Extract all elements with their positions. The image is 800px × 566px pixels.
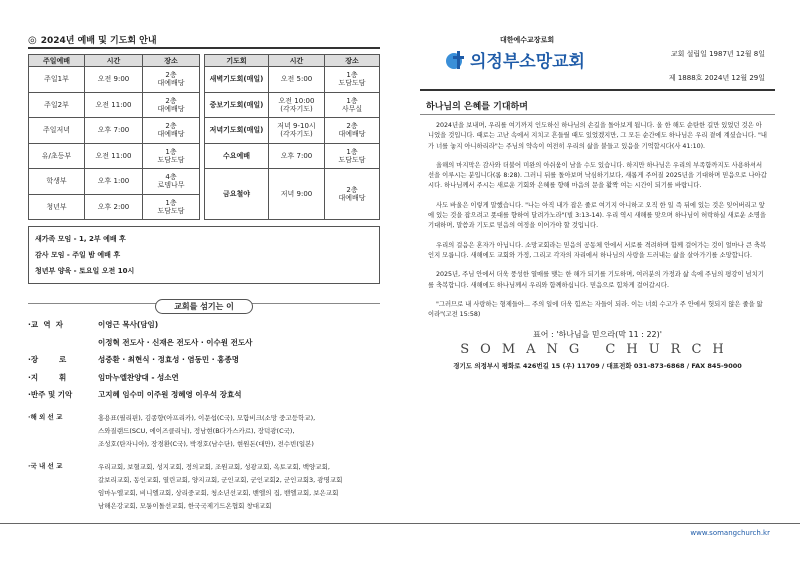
table-header: 장소: [143, 55, 200, 67]
prayer-table: [204, 54, 380, 220]
table-header: 주일예배: [29, 55, 85, 67]
missions: [28, 412, 380, 513]
church-english-name: SOMANG CHURCH: [460, 342, 735, 358]
church-motto: 표어 : '하나님을 믿으라(막 11 : 22)': [533, 330, 662, 340]
list-item: ·반주 및 기악 고지혜 임수미 이주원 정혜영 이우석 장효석: [28, 390, 242, 400]
table-row: 주일2부 오전 11:00 2층 대예배당: [29, 92, 200, 118]
table-row: 중보기도회(매일) 오전 10:00 (각자기도) 1층 사무실: [205, 92, 380, 118]
article-body: [420, 115, 775, 320]
list-item: ·장 로 성중환 · 최현식 · 정효성 · 염동민 · 홍종명: [28, 355, 239, 365]
meeting-item: 새가족 모임 - 1, 2부 예배 후: [35, 235, 126, 243]
paragraph: 사도 바울은 이렇게 말했습니다. "나는 아직 내가 잡은 줄로 여기지 아니하고 오직 한 일 즉 뒤에 있는 것은 잊어버리고 앞에 있는 것을 잡으려고 푯대를 향하여 달려가노라"(빌 3:13-14). 우리 역시 새해를 맞으며 하나님이 허락하실 새로운 소명을 기대하며, 말씀과 기도로 믿음의 여정을 이어가야 할 것입니다.: [428, 201, 766, 230]
worship-table: [28, 54, 200, 220]
church-logo: [445, 47, 585, 72]
overseas-missions: ·해 외 선 교 홍용표(필리핀), 김종향(아프리카), 이문섭(C국), 모함비크(소망 중고등학교), 스와질랜드(SCU, 에이즈클리닉), 정남현(B다가스카르), 장덕광(C국), 조성호(탄자니아), 장경환(C국), 박경호(남수단), 현원돈(대만), 전수빈(일본): [28, 412, 316, 448]
paragraph: 우리의 걸음은 혼자가 아닙니다. 소망교회라는 믿음의 공동체 안에서 서로를 격려하며 함께 걸어가는 것이 얼마나 큰 축복인지 모릅니다. 새해에도 교회와 가정, 그리고 각자의 자리에서 하나님의 사랑을 드러내는 삶을 살아가기를 소망합니다.: [428, 241, 767, 259]
cross-logo-icon: [445, 49, 467, 71]
table-header: 기도회: [205, 55, 269, 67]
domestic-missions: ·국 내 선 교 우리교회, 보혈교회, 성지교회, 정의교회, 조원교회, 성광교회, 옥토교회, 백양교회, 갈보리교회, 동인교회, 열린교회, 양지교회, 군인교회, 군인교회2, 군인교회3, 광명교회 임마누엘교회, 비니엘교회, 상리중교회, 청소년선교회, 밴엘의 집, 밴엘교회, 보은교회 남해은강교회, 모퉁이돌선교회, 한국국제기드온협회 창대교회: [28, 461, 343, 510]
left-column: [28, 35, 380, 513]
list-item: ·지 휘 임마누엘찬양대 - 성소연: [28, 372, 179, 382]
schedule-title: ◎ 2024년 예배 및 기도회 안내: [28, 35, 380, 49]
serve-heading: 교회를 섬기는 이: [28, 294, 380, 312]
table-row: 학생부 오후 1:00 4층 로뎀나무: [29, 169, 200, 195]
footer-divider: [0, 523, 800, 524]
bulletin-header: [420, 35, 775, 95]
gear-icon: ◎: [28, 35, 37, 46]
table-row: 저녁기도회(매일) 저녁 9-10시 (각자기도) 2층 대예배당: [205, 118, 380, 144]
table-row: 새벽기도회(매일) 오전 5:00 1층 도담도담: [205, 67, 380, 93]
staff-list: [28, 316, 380, 404]
issue-number: 제 1888호 2024년 12월 29일: [668, 74, 765, 82]
list-item: 이정혁 전도사 · 신재은 전도사 · 이수원 전도사: [98, 337, 253, 347]
church-address: 경기도 의정부시 평화로 426번길 15 (우) 11709 / 대표전화 031-873-6868 / FAX 845-9000: [453, 362, 742, 371]
table-row: 금요철야 저녁 9:00 2층 대예배당: [205, 169, 380, 220]
denomination: 대한예수교장로회: [500, 36, 555, 44]
table-header: 시간: [269, 55, 325, 67]
table-row: 청년부 오후 2:00 1층 도담도담: [29, 194, 200, 220]
paragraph: 2024년을 보내며, 우리를 여기까지 인도하신 하나님의 손길을 돌아보게 됩니다. 올 한 해도 순탄한 길만 있었던 것은 아니었을 것입니다. 때로는 고난 속에서 지치고 흔들릴 때도 있었겠지만, 그 모든 순간에도 하나님은 우리 곁에 계셨습니다. "내가 너를 놓지 아니하리라"는 주님의 약속이 여전히 우리의 삶을 붙들고 있음을 기억합시다(사 41:10).: [428, 122, 767, 150]
table-row: 수요예배 오후 7:00 1층 도담도담: [205, 143, 380, 169]
table-header: 시간: [85, 55, 143, 67]
table-row: 주일저녁 오후 7:00 2층 대예배당: [29, 118, 200, 144]
right-column: [420, 35, 775, 370]
schedule-tables: [28, 54, 380, 220]
meeting-item: 청년부 양육 - 토요일 오전 10시: [35, 267, 135, 275]
table-row: 주일1부 오전 9:00 2층 대예배당: [29, 67, 200, 93]
church-name: 의정부소망교회: [470, 52, 585, 72]
meeting-item: 감사 모임 - 주일 밤 예배 후: [35, 251, 121, 259]
list-item: ·교 역 자 이영근 목사(담임): [28, 320, 159, 330]
table-header: 장소: [325, 55, 380, 67]
meetings-box: [28, 226, 380, 284]
founded-date: 교회 설립일 1987년 12월 8일: [670, 50, 765, 58]
paragraph: 2025년, 주님 안에서 더욱 풍성한 열매를 맺는 한 해가 되기를 기도하며, 여러분의 가정과 삶 속에 주님의 평강이 넘치기를 축복합니다. 새해에도 하나님께서 우리와 함께하십니다. 믿음으로 힘차게 걸어갑시다.: [428, 271, 764, 289]
paragraph: 올해의 마지막은 감사와 더불어 미완의 아쉬움이 남을 수도 있습니다. 하지만 하나님은 우리의 부족함까지도 사용하셔서 선을 이루시는 분입니다(롬 8:28). 그러니 뒤를 돌아보며 낙심하기보다, 새롭게 주어질 2025년을 기대하며 믿음으로 나아갑시다. 하나님께서 주시는 새로운 기회와 은혜를 향해 마음의 문을 활짝 여는 시간이 되기를 바랍니다.: [428, 161, 767, 190]
website-link[interactable]: www.somangchurch.kr: [690, 529, 770, 537]
article-title: 하나님의 은혜를 기대하며: [420, 99, 775, 115]
table-row: 유/초등부 오전 11:00 1층 도담도담: [29, 143, 200, 169]
paragraph: "그러므로 내 사랑하는 형제들아... 주의 일에 더욱 힘쓰는 자들이 되라. 이는 너희 수고가 주 안에서 헛되지 않은 줄을 앎이라"(고전 15:58): [428, 300, 763, 319]
